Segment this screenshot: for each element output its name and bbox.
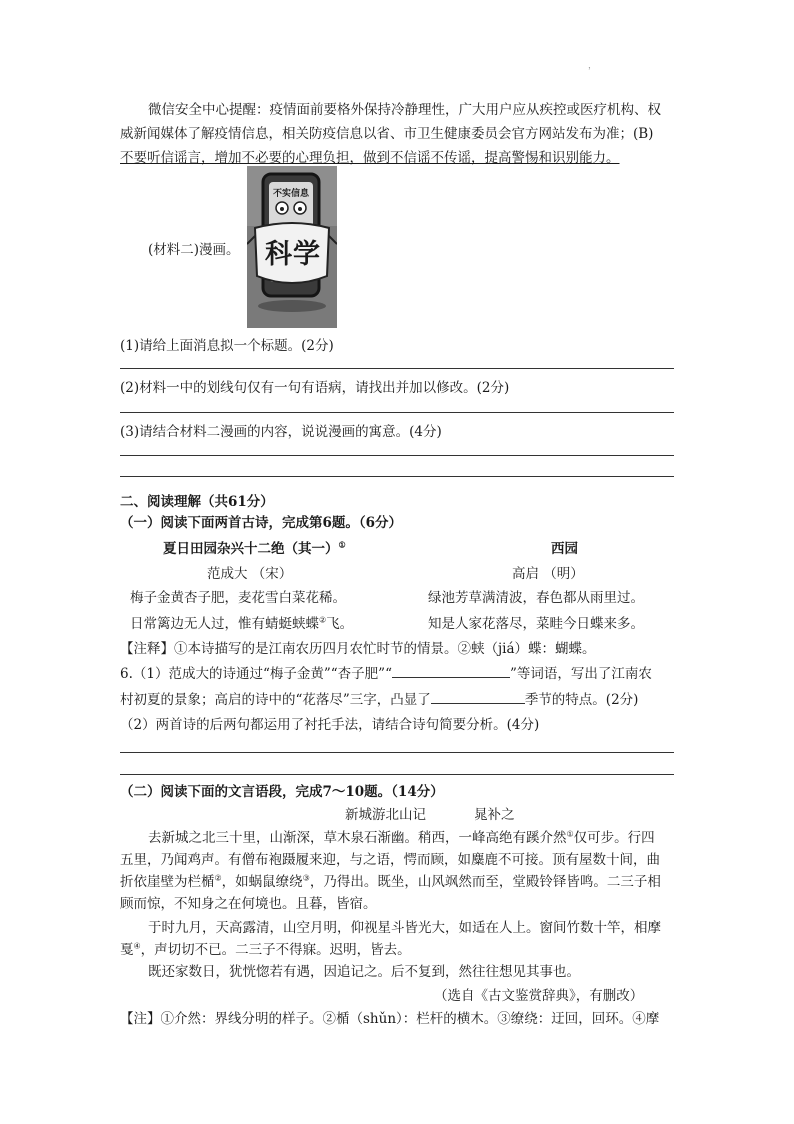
material2-label: (材料二)漫画。 (148, 242, 240, 258)
poem1-author: 范成大 （宋） (207, 566, 293, 582)
material1-line2: 威新闻媒体了解疫情信息，相关防疫信息以省、市卫生健康委员会官方网站发布为准；(B) (120, 126, 654, 142)
question-2: (2)材料一中的划线句仅有一句有语病，请找出并加以修改。(2分) (120, 380, 510, 396)
question-6-part2: （2）两首诗的后两句都运用了衬托手法，请结合诗句简要分析。(4分) (120, 717, 540, 733)
cartoon-image (247, 166, 337, 328)
poem1-line2: 日常篱边无人过，惟有蜻蜓蛱蝶②飞。 (130, 615, 354, 632)
prose-footnote: 【注】①介然：界线分明的样子。②楯（shǔn）：栏杆的横木。③缭绕：迂回，回环。④摩 (120, 1011, 660, 1027)
section2-heading: 二、阅读理解（共61分） (120, 494, 274, 510)
answer-line-3a[interactable] (120, 455, 674, 456)
material1-line1: 微信安全中心提醒：疫情面前要格外保持冷静理性，广大用户应从疾控或医疗机构、权 (148, 102, 661, 118)
prose-p1-line3: 折依崖壁为栏楯②，如蜗鼠缭绕③，乃得出。既坐，山风飒然而至，堂殿铃铎皆鸣。二三子相 (120, 873, 661, 890)
prose-p1-line2: 五里，乃闻鸡声。有僧布袍蹑履来迎，与之语，愕而顾，如麋鹿不可接。顶有屋数十间，曲 (120, 852, 660, 868)
poem-annotation: 【注释】①本诗描写的是江南农历四月农忙时节的情景。②蛱（jiá）蝶：蝴蝶。 (120, 641, 596, 657)
question-6-part1-line1: 6.（1）范成大的诗通过“梅子金黄”“杏子肥”“ ”等词语，写出了江南农 (120, 666, 652, 682)
corner-mark: ， (588, 61, 598, 71)
prose-source: （选自《古文鉴赏辞典》，有删改） (434, 988, 644, 1004)
prose-p2-line1: 于时九月，天高露清，山空月明，仰视星斗皆光大，如适在人上。窗间竹数十竿，相摩 (148, 920, 661, 936)
prose-p2-line2: 戛④，声切切不已。二三子不得寐。迟明，皆去。 (120, 941, 411, 958)
answer-line-6a[interactable] (120, 752, 674, 753)
answer-line-1[interactable] (120, 368, 674, 369)
answer-line-2[interactable] (120, 412, 674, 413)
prose-p1-line1: 去新城之北三十里，山渐深，草木泉石渐幽。稍西，一峰高绝有蹊介然①仅可步。行四 (148, 829, 655, 846)
poem1-title-note: ① (338, 539, 346, 550)
poem1-line1: 梅子金黄杏子肥，麦花雪白菜花稀。 (130, 590, 346, 606)
prose-p1-line4: 顾而惊，不知身之在何境也。且暮，皆宿。 (120, 896, 377, 912)
question-1: (1)请给上面消息拟一个标题。(2分) (120, 338, 334, 354)
prose-p3: 既还家数日，犹恍惚若有遇，因追记之。后不复到，然往往想见其事也。 (148, 964, 580, 980)
poem1-line2-note: ② (319, 615, 327, 625)
answer-line-6b[interactable] (120, 774, 674, 775)
material1-line3-underlined: 不要听信谣言，增加不必要的心理负担，做到不信谣不传谣，提高警惕和识别能力。 (120, 150, 620, 166)
poem1-title: 夏日田园杂兴十二绝（其一）① (163, 539, 346, 557)
answer-line-3b[interactable] (120, 476, 674, 477)
q6-blank-2[interactable] (431, 691, 525, 704)
part1-heading: （一）阅读下面两首古诗，完成第6题。（6分） (120, 515, 403, 531)
part2-heading: （二）阅读下面的文言语段，完成7～10题。（14分） (120, 784, 444, 800)
prose-author: 晁补之 (474, 807, 515, 823)
poem2-line1: 绿池芳草满清波，春色都从雨里过。 (428, 590, 644, 606)
question-6-part1-line2: 村初夏的景象；高启的诗中的“花落尽”三字，凸显了 季节的特点。(2分) (120, 692, 639, 708)
cartoon-mask-caption: 科学 (265, 239, 321, 270)
prose-title: 新城游北山记 (345, 807, 426, 823)
cartoon-phone-caption: 不实信息 (273, 189, 310, 199)
poem2-line2: 知是人家花落尽，菜畦今日蝶来多。 (428, 616, 644, 632)
poem2-title: 西园 (551, 541, 578, 557)
q6-blank-1[interactable] (392, 665, 510, 678)
question-3: (3)请结合材料二漫画的内容，说说漫画的寓意。(4分) (120, 424, 442, 440)
poem2-author: 高启 （明） (512, 566, 584, 582)
